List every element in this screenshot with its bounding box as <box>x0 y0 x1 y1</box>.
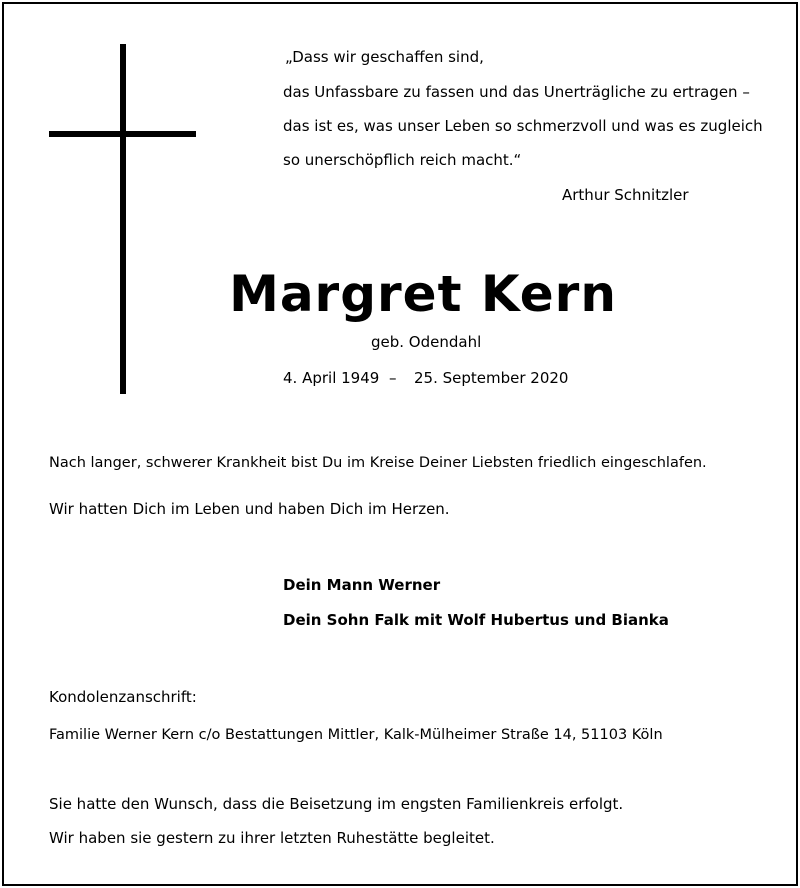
message-line: Nach langer, schwerer Krankheit bist Du im Kreise Deiner Liebsten friedlich eingeschlafen. <box>49 455 707 471</box>
closing-line: Sie hatte den Wunsch, dass die Beisetzung im engsten Familienkreis erfolgt. <box>49 795 624 813</box>
quote-line: „Dass wir geschaffen sind, <box>285 48 484 66</box>
closing-line: Wir haben sie gestern zu ihrer letzten Ruhestätte begleitet. <box>49 829 495 847</box>
quote-line: das Unfassbare zu fassen und das Unerträgliche zu ertragen – <box>283 83 750 101</box>
message-line: Wir hatten Dich im Leben und haben Dich im Herzen. <box>49 500 450 518</box>
mourner-line: Dein Sohn Falk mit Wolf Hubertus und Bianka <box>283 611 669 629</box>
birth-date: 4. April 1949 <box>283 369 380 387</box>
quote-author: Arthur Schnitzler <box>562 186 689 204</box>
condolence-address: Familie Werner Kern c/o Bestattungen Mittler, Kalk-Mülheimer Straße 14, 51103 Köln <box>49 727 663 743</box>
cross-horizontal-bar <box>49 131 196 137</box>
mourner-line: Dein Mann Werner <box>283 576 441 594</box>
cross-vertical-bar <box>120 44 126 394</box>
date-separator: – <box>389 369 397 387</box>
death-date: 25. September 2020 <box>414 369 569 387</box>
deceased-name: Margret Kern <box>229 265 617 323</box>
quote-line: so unerschöpflich reich macht.“ <box>283 151 522 169</box>
condolence-label: Kondolenzanschrift: <box>49 688 197 706</box>
birth-name: geb. Odendahl <box>371 333 482 351</box>
quote-line: das ist es, was unser Leben so schmerzvoll und was es zugleich <box>283 117 763 135</box>
